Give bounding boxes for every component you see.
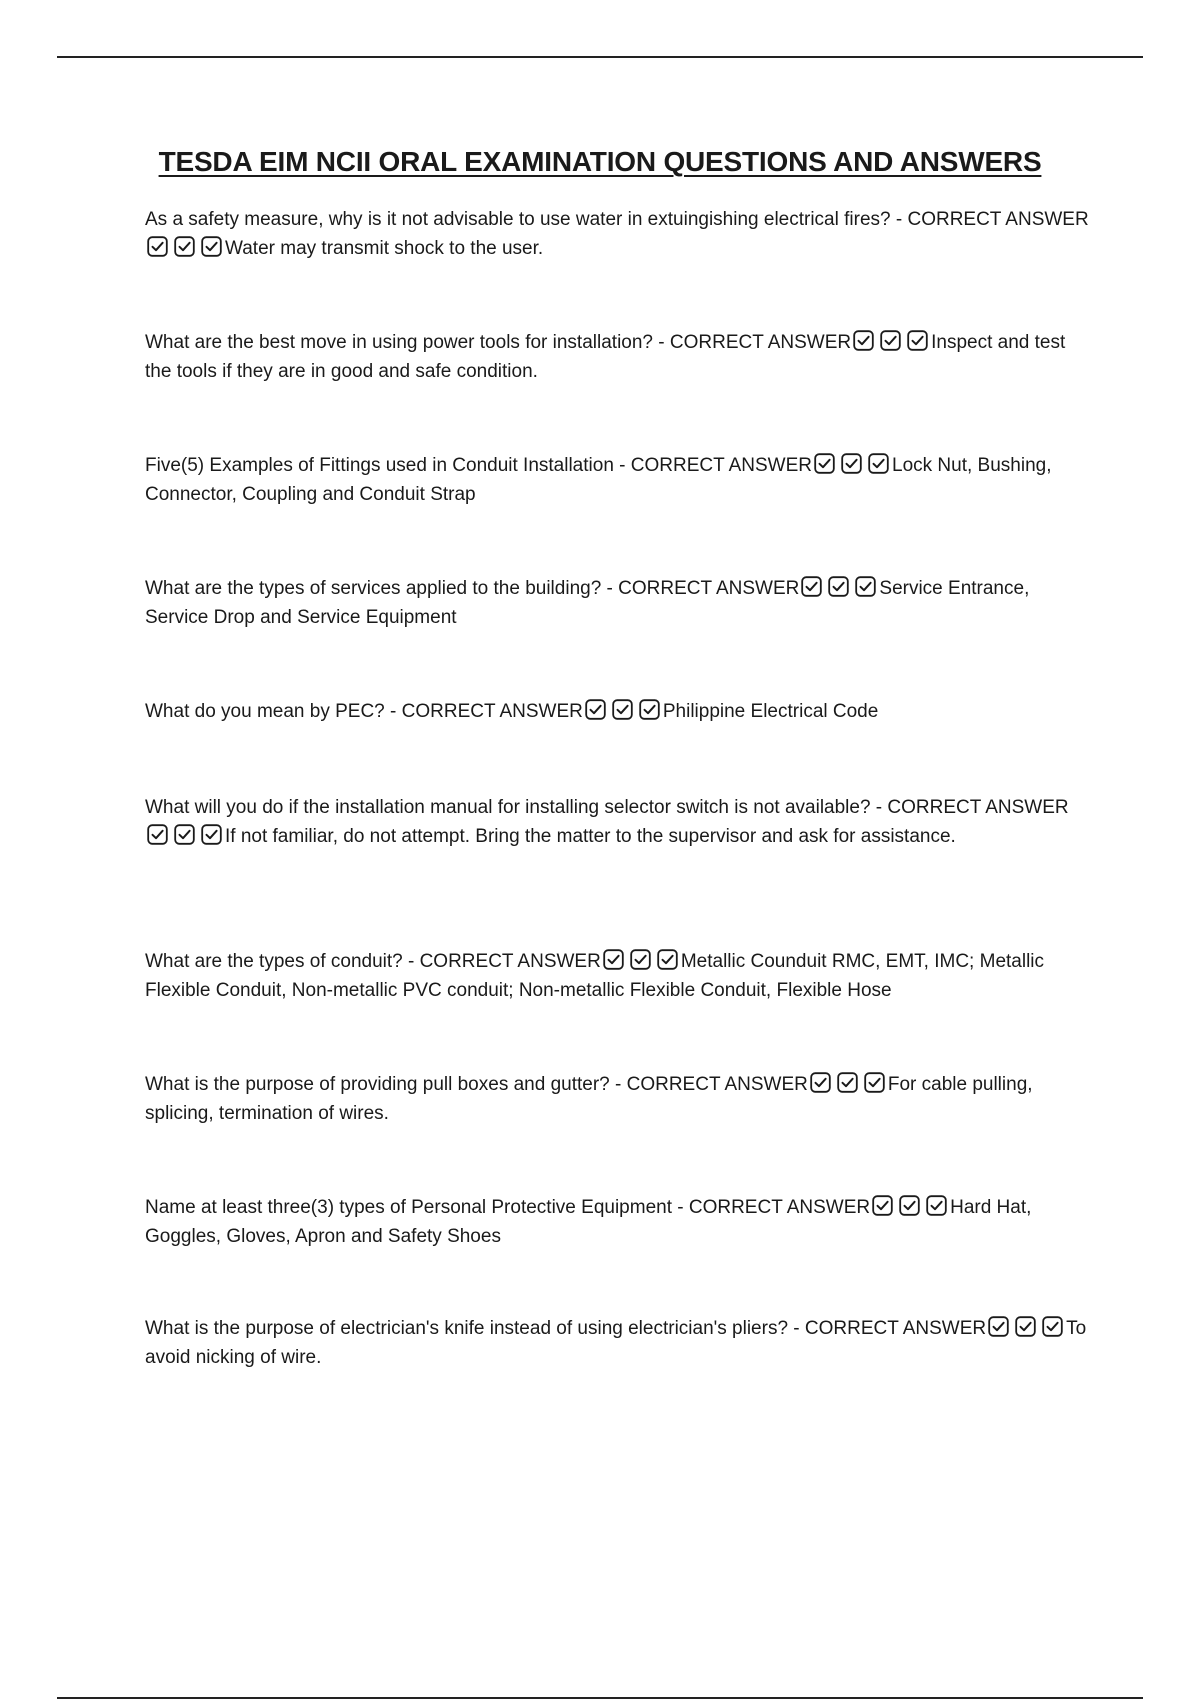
check-box-icon bbox=[201, 824, 222, 845]
check-box-icon bbox=[639, 699, 660, 720]
check-box-icon bbox=[657, 949, 678, 970]
check-box-icon bbox=[880, 330, 901, 351]
check-box-icon bbox=[814, 453, 835, 474]
qa-item bbox=[145, 1070, 1090, 1128]
check-box-icon bbox=[855, 576, 876, 597]
qa-item bbox=[145, 793, 1090, 851]
qa-item bbox=[145, 1314, 1090, 1372]
answer-text: Service Entrance, Service Drop and Service Equipment bbox=[145, 578, 1030, 628]
question-text: What are the best move in using power tools for installation? - CORRECT ANSWER bbox=[145, 332, 852, 353]
answer-text: If not familiar, do not attempt. Bring the matter to the supervisor and ask for assistance. bbox=[225, 826, 956, 847]
check-box-icon bbox=[612, 699, 633, 720]
answer-text: Lock Nut, Bushing, Connector, Coupling and Conduit Strap bbox=[145, 455, 1052, 505]
answer-text: Inspect and test the tools if they are in good and safe condition. bbox=[145, 332, 1066, 382]
qa-item bbox=[145, 697, 1090, 726]
answer-marker bbox=[147, 236, 222, 257]
question-text: What are the types of services applied to the building? - CORRECT ANSWER bbox=[145, 578, 800, 599]
answer-text: Hard Hat, Goggles, Gloves, Apron and Safety Shoes bbox=[145, 1197, 1032, 1247]
check-box-icon bbox=[853, 330, 874, 351]
check-box-icon bbox=[585, 699, 606, 720]
question-text: What do you mean by PEC? - CORRECT ANSWER bbox=[145, 701, 583, 722]
check-box-icon bbox=[810, 1072, 831, 1093]
check-box-icon bbox=[147, 824, 168, 845]
qa-item bbox=[145, 451, 1090, 509]
qa-item bbox=[145, 1193, 1090, 1251]
check-box-icon bbox=[1042, 1316, 1063, 1337]
check-box-icon bbox=[864, 1072, 885, 1093]
check-box-icon bbox=[841, 453, 862, 474]
bottom-rule bbox=[57, 1697, 1143, 1699]
qa-item bbox=[145, 328, 1090, 386]
question-text: What is the purpose of electrician's knife instead of using electrician's pliers? - CORRECT ANSWER bbox=[145, 1318, 987, 1339]
question-text: Five(5) Examples of Fittings used in Conduit Installation - CORRECT ANSWER bbox=[145, 455, 812, 476]
answer-text: To avoid nicking of wire. bbox=[145, 1318, 1087, 1368]
check-box-icon bbox=[801, 576, 822, 597]
answer-marker bbox=[988, 1316, 1063, 1337]
check-box-icon bbox=[630, 949, 651, 970]
document-title: TESDA EIM NCII ORAL EXAMINATION QUESTIONS AND ANSWERS bbox=[158, 146, 1042, 177]
check-box-icon bbox=[988, 1316, 1009, 1337]
check-box-icon bbox=[868, 453, 889, 474]
qa-item bbox=[145, 947, 1090, 1005]
check-box-icon bbox=[603, 949, 624, 970]
check-box-icon bbox=[174, 236, 195, 257]
check-box-icon bbox=[907, 330, 928, 351]
question-text: What will you do if the installation manual for installing selector switch is not available? - CORRECT ANSWER bbox=[145, 797, 1069, 818]
question-text: Name at least three(3) types of Personal Protective Equipment - CORRECT ANSWER bbox=[145, 1197, 871, 1218]
answer-marker bbox=[801, 576, 876, 597]
answer-text: For cable pulling, splicing, termination of wires. bbox=[145, 1074, 1033, 1124]
check-box-icon bbox=[926, 1195, 947, 1216]
check-box-icon bbox=[1015, 1316, 1036, 1337]
question-text: What is the purpose of providing pull boxes and gutter? - CORRECT ANSWER bbox=[145, 1074, 808, 1095]
answer-marker bbox=[585, 699, 660, 720]
answer-text: Water may transmit shock to the user. bbox=[225, 238, 544, 259]
answer-marker bbox=[872, 1195, 947, 1216]
answer-marker bbox=[810, 1072, 885, 1093]
check-box-icon bbox=[899, 1195, 920, 1216]
answer-marker bbox=[853, 330, 928, 351]
answer-text: Philippine Electrical Code bbox=[662, 701, 879, 722]
qa-item bbox=[145, 205, 1090, 263]
answer-marker bbox=[147, 824, 222, 845]
qa-item bbox=[145, 574, 1090, 632]
check-box-icon bbox=[837, 1072, 858, 1093]
check-box-icon bbox=[201, 236, 222, 257]
check-box-icon bbox=[174, 824, 195, 845]
check-box-icon bbox=[147, 236, 168, 257]
top-rule bbox=[57, 56, 1143, 58]
answer-marker bbox=[603, 949, 678, 970]
question-text: What are the types of conduit? - CORRECT ANSWER bbox=[145, 951, 601, 972]
check-box-icon bbox=[872, 1195, 893, 1216]
check-box-icon bbox=[828, 576, 849, 597]
question-text: As a safety measure, why is it not advisable to use water in extuingishing electrical fires? - CORRECT ANSWER bbox=[145, 209, 1089, 230]
answer-text: Metallic Counduit RMC, EMT, IMC; Metallic Flexible Conduit, Non-metallic PVC conduit; Non-metallic Flexible Conduit, Flexible Hose bbox=[145, 951, 1045, 1001]
answer-marker bbox=[814, 453, 889, 474]
